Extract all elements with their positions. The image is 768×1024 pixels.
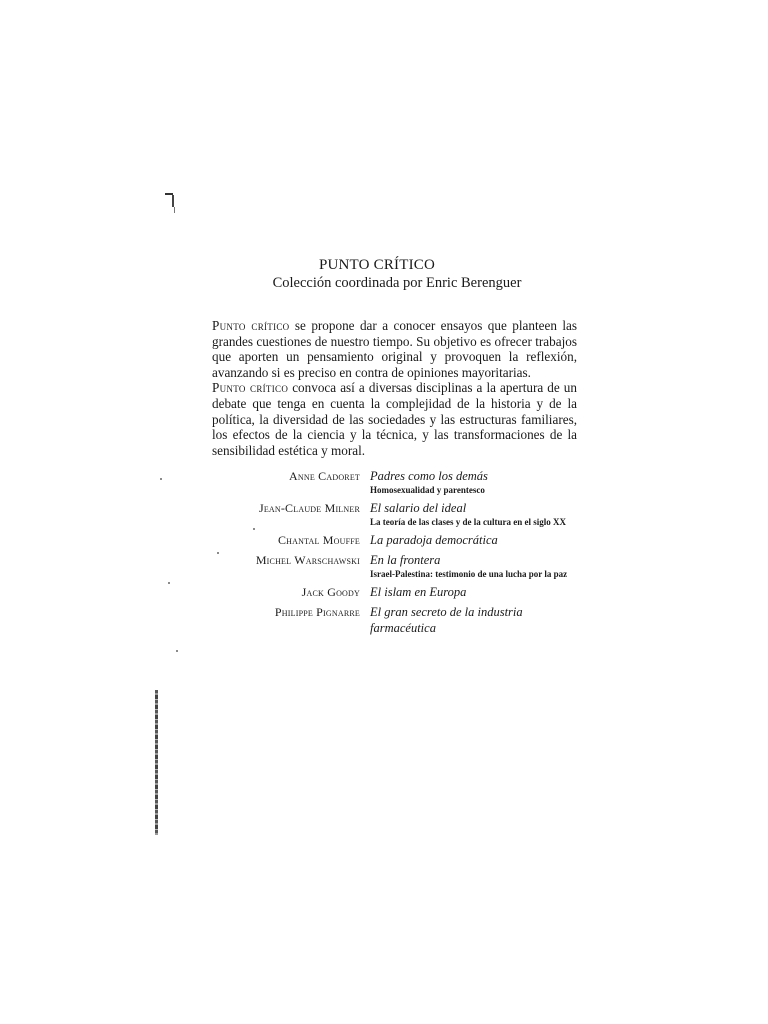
scan-binding-edge — [155, 690, 158, 835]
book-entry — [212, 532, 577, 548]
book-entry — [212, 584, 577, 600]
book-subtitle: Homosexualidad y parentesco — [370, 485, 485, 495]
book-subtitle: Israel-Palestina: testimonio de una lucha por la paz — [370, 569, 568, 579]
book-work — [370, 552, 570, 580]
book-author: Michel Warschawski — [255, 553, 360, 567]
book-title: El salario del ideal — [370, 501, 467, 515]
book-work — [370, 584, 570, 600]
book-title: La paradoja democrática — [370, 533, 498, 547]
collection-name-inline: Punto crítico — [212, 380, 289, 396]
book-author: Chantal Mouffe — [277, 533, 360, 547]
collection-description — [212, 318, 577, 458]
scan-artifact-dot — [176, 650, 178, 652]
book-entry — [212, 604, 577, 636]
book-entry — [212, 500, 577, 528]
scan-artifact-dot — [168, 582, 170, 584]
book-author: Jack Goody — [301, 585, 360, 599]
book-author: Philippe Pignarre — [274, 605, 360, 619]
book-work — [370, 500, 570, 528]
book-author: Jean-Claude Milner — [258, 501, 360, 515]
collection-name-inline: Punto crítico — [212, 318, 290, 333]
description-paragraph — [212, 380, 577, 458]
collection-header — [0, 256, 768, 293]
book-work — [370, 468, 570, 496]
scan-artifact-mark — [172, 195, 174, 207]
scan-artifact-mark — [174, 207, 175, 213]
description-text: se propone dar a conocer ensayos que planteen las grandes cuestiones de nuestro tiempo. Su objetivo es ofrecer trabajos que aporten un pensamiento original y provoquen la reflexión, avanzando si es preciso en contra de opiniones mayoritarias. — [212, 318, 578, 380]
book-title: El gran secreto de la industria farmacéutica — [370, 605, 523, 635]
book-subtitle: La teoría de las clases y de la cultura en el siglo XX — [370, 517, 566, 527]
book-author: Anne Cadoret — [289, 469, 360, 483]
book-title: En la frontera — [370, 553, 441, 567]
book-entry — [212, 468, 577, 496]
description-text: convoca así a diversas disciplinas a la apertura de un debate que tenga en cuenta la complejidad de la historia y de la política, la diversidad de las sociedades y las estructuras familiares, los efectos de la ciencia y la técnica, y las transformaciones de la sensibilidad estética y moral. — [212, 380, 577, 458]
collection-name: PUNTO CRÍTICO — [318, 257, 436, 273]
book-entry — [212, 552, 577, 580]
book-title: El islam en Europa — [370, 585, 467, 599]
book-title: Padres como los demás — [370, 469, 488, 483]
book-list — [212, 468, 577, 640]
book-work — [370, 532, 570, 548]
description-paragraph — [212, 318, 577, 380]
book-work — [370, 604, 570, 636]
scan-artifact-dot — [160, 478, 162, 480]
collection-coordinator: Colección coordinada por Enric Berenguer — [272, 275, 522, 291]
